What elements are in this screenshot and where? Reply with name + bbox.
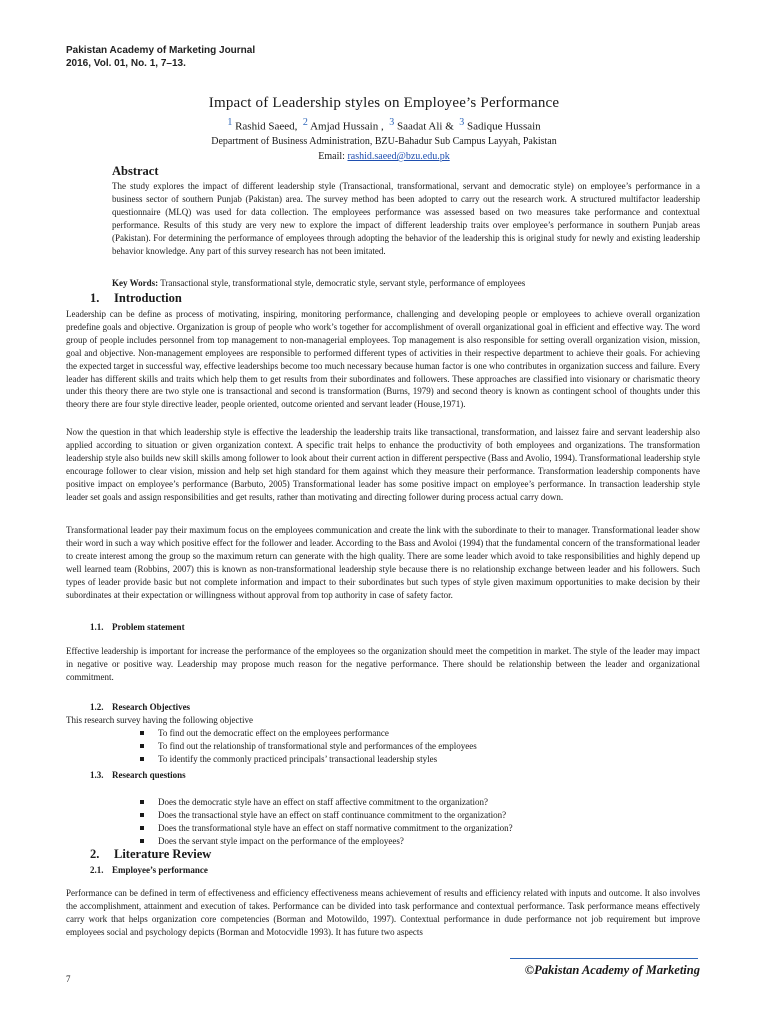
footer-copyright: ©Pakistan Academy of Marketing <box>524 963 700 977</box>
list-item: Does the transactional style have an effect on staff continuance commitment to the organization? <box>140 809 700 822</box>
journal-header <box>66 44 255 70</box>
section-introduction-heading <box>90 291 182 306</box>
section-number: 2. <box>90 847 100 861</box>
section-literature-review-heading <box>90 847 211 862</box>
questions-list <box>140 796 700 848</box>
bullet-icon <box>140 757 144 761</box>
keywords-text: Transactional style, transformational style, democratic style, servant style, performance of employees <box>160 278 526 288</box>
bullet-icon <box>140 744 144 748</box>
journal-name: Pakistan Academy of Marketing Journal <box>66 45 256 56</box>
author-list <box>0 116 768 134</box>
keywords-label: Key Words: <box>112 278 159 288</box>
section-title: Introduction <box>114 291 182 305</box>
employee-performance-text: Performance can be defined in term of effectiveness and efficiency effectiveness means achievement of results and efficiency related with inputs and outcome. It also involves the accomplishment, attainment and execution of takes. Performance can be divided into task performance and contextual performance. Task performance means effectively carry work that helps organization core competencies (Borman and Motowildo, 1997). Contextual performance in dude performance not job requirement but improve employees social and psychology depicts (Borman and Motocvidle 1993). It has future two aspects <box>66 888 700 937</box>
email-line <box>0 150 768 163</box>
list-item: To find out the relationship of transformational style and performances of the employees <box>140 740 700 753</box>
list-item: To find out the democratic effect on the employees performance <box>140 727 700 740</box>
research-questions-heading <box>90 769 186 781</box>
bullet-icon <box>140 826 144 830</box>
journal-citation: 2016, Vol. 01, No. 1, 7–13. <box>66 58 186 69</box>
subsection-number: 2.1. <box>90 865 104 875</box>
footer-divider <box>510 958 698 959</box>
list-item: Does the democratic style have an effect on staff affective commitment to the organization? <box>140 796 700 809</box>
subsection-title: Problem statement <box>112 622 185 632</box>
problem-statement-text: Effective leadership is important for increase the performance of the employees so the organization should meet the competition in market. The style of the leader may impact in negative or positive way. Leadership may propose much reason for the negative performance. There should be relationship between the leader and organizational commitment. <box>66 646 700 682</box>
subsection-title: Employee’s performance <box>112 865 208 875</box>
author-3-name: Saadat Ali & <box>396 120 454 133</box>
bullet-icon <box>140 839 144 843</box>
subsection-title: Research Objectives <box>112 702 191 712</box>
subsection-number: 1.2. <box>90 702 104 712</box>
author-2-index: 2 <box>302 117 308 128</box>
intro-paragraph-3: Transformational leader pay their maximum focus on the employees communication and create the link with the subordinate to their to manager. Transformational leader show their word in such a way which positive effect for the follower and leader. According to the Bass and Avoloi (1994) that the fundamental concern of the transformational leader to create interest among the group so the maximum return can generate with the high quality. There are some leader which avoid to take responsibilities and highly depend up well learned team (Robbins, 2007) this is known as non-transformational leadership style because there is no relationship exchange between leader and his followers. Such types of leader provide basic but not complete information and impact to their subordinates but such types of style given maximum opportunities to make decision by their subordinates at their expectation or willingness without approval from top authority in case of safety factor. <box>66 525 700 600</box>
subsection-title: Research questions <box>112 770 186 780</box>
author-3-index: 3 <box>389 117 395 128</box>
keywords <box>112 277 700 290</box>
research-objectives-heading <box>90 701 190 713</box>
author-4-index: 3 <box>459 117 465 128</box>
bullet-icon <box>140 800 144 804</box>
intro-paragraph-1: Leadership can be define as process of motivating, inspiring, monitoring performance, challenging and developing people or employees to achieve overall organization predefine goals and objective. Organization is group of people who work’s together for accomplishment of overall organizational goal in efficient and effective way. The word group of people includes personnel from top management to non-managerial employees. Top management is also responsible for setting overall organization vision, mission, goal and objective. Non-management employees are responsible to performed different types of activities in their respective department to achieve their goals. For achieving the expected target in successful way, effective leaderships become too much necessary because human factor is one who contributes in organization success and failure. Every leader has different skills and traits which help them to get results from their subordinates and followers. These approaches are classified into visionary or charismatic theory under this theory there are two style one is transactional and second is transformation (Burns, 1979) and second theory is known as contingent school of thoughts under this theory there are four style directive leader, people oriented, outcome oriented and servant leader (House,1971). <box>66 309 700 410</box>
author-1-index: 1 <box>227 117 233 128</box>
list-item: Does the transformational style have an effect on staff normative commitment to the organization? <box>140 822 700 835</box>
objectives-intro: This research survey having the following objective <box>66 715 253 725</box>
subsection-number: 1.3. <box>90 770 104 780</box>
email-label: Email: <box>318 151 345 162</box>
subsection-number: 1.1. <box>90 622 104 632</box>
bullet-icon <box>140 813 144 817</box>
intro-paragraph-2: Now the question in that which leadership style is effective the leadership the leadership traits like transactional, transformation, and laissez faire and servant leadership also applied according to situation or given organization context. A specific trait helps to enhance the productivity of both employees and organizations. The transformation leadership style also builds new skill skills among follower to look about their current action in different perspective (Bass and Avolio, 1994). Transformational leadership style encourage follower to clear vision, mission and help set high standard for them against which they measure their performance. Transformation leadership components have positive impact on employee’s performance (Barbuto, 2005) Transformational leader has some positive impact on employee’s performance. In transaction leadership style leader set goals and assign responsibilities and get results, rather than motivating and directing follower during process actual carry down. <box>66 427 700 502</box>
section-number: 1. <box>90 291 100 305</box>
paper-title: Impact of Leadership styles on Employee’s Performance <box>208 95 560 111</box>
section-title: Literature Review <box>114 847 212 861</box>
employee-performance-heading <box>90 864 208 876</box>
author-2-name: Amjad Hussain , <box>310 120 384 133</box>
abstract-text: The study explores the impact of different leadership style (Transactional, transformational, servant and democratic style) on employee’s performance in a business sector of southern Punjab (Pakistan) area. The survey method has been adopted to carry out the research work. A structured multifactor leadership questionnaire (MLQ) was used for data collection. The employees performance was assessed based on two measures take performance and contextual performance. Results of this study are very new to explore the impact of different leadership traits over employee’s performance in southern Punjab areas (Pakistan). For determining the performance of employees through adopting the behavior of the leadership this is original study for newly and existing leadership behavior knowledge. Any part of this survey research has not been imitated. <box>112 181 700 256</box>
email-link[interactable]: rashid.saeed@bzu.edu.pk <box>347 151 450 162</box>
page-number: 7 <box>66 974 71 984</box>
affiliation: Department of Business Administration, BZU-Bahadur Sub Campus Layyah, Pakistan <box>211 136 557 147</box>
list-item: To identify the commonly practiced principals’ transactional leadership styles <box>140 753 700 766</box>
problem-statement-heading <box>90 621 185 633</box>
objectives-list <box>140 727 700 766</box>
bullet-icon <box>140 731 144 735</box>
author-4-name: Sadique Hussain <box>467 120 541 133</box>
author-1-name: Rashid Saeed, <box>235 120 298 133</box>
list-item: Does the servant style impact on the performance of the employees? <box>140 835 700 848</box>
abstract-heading: Abstract <box>112 164 159 178</box>
